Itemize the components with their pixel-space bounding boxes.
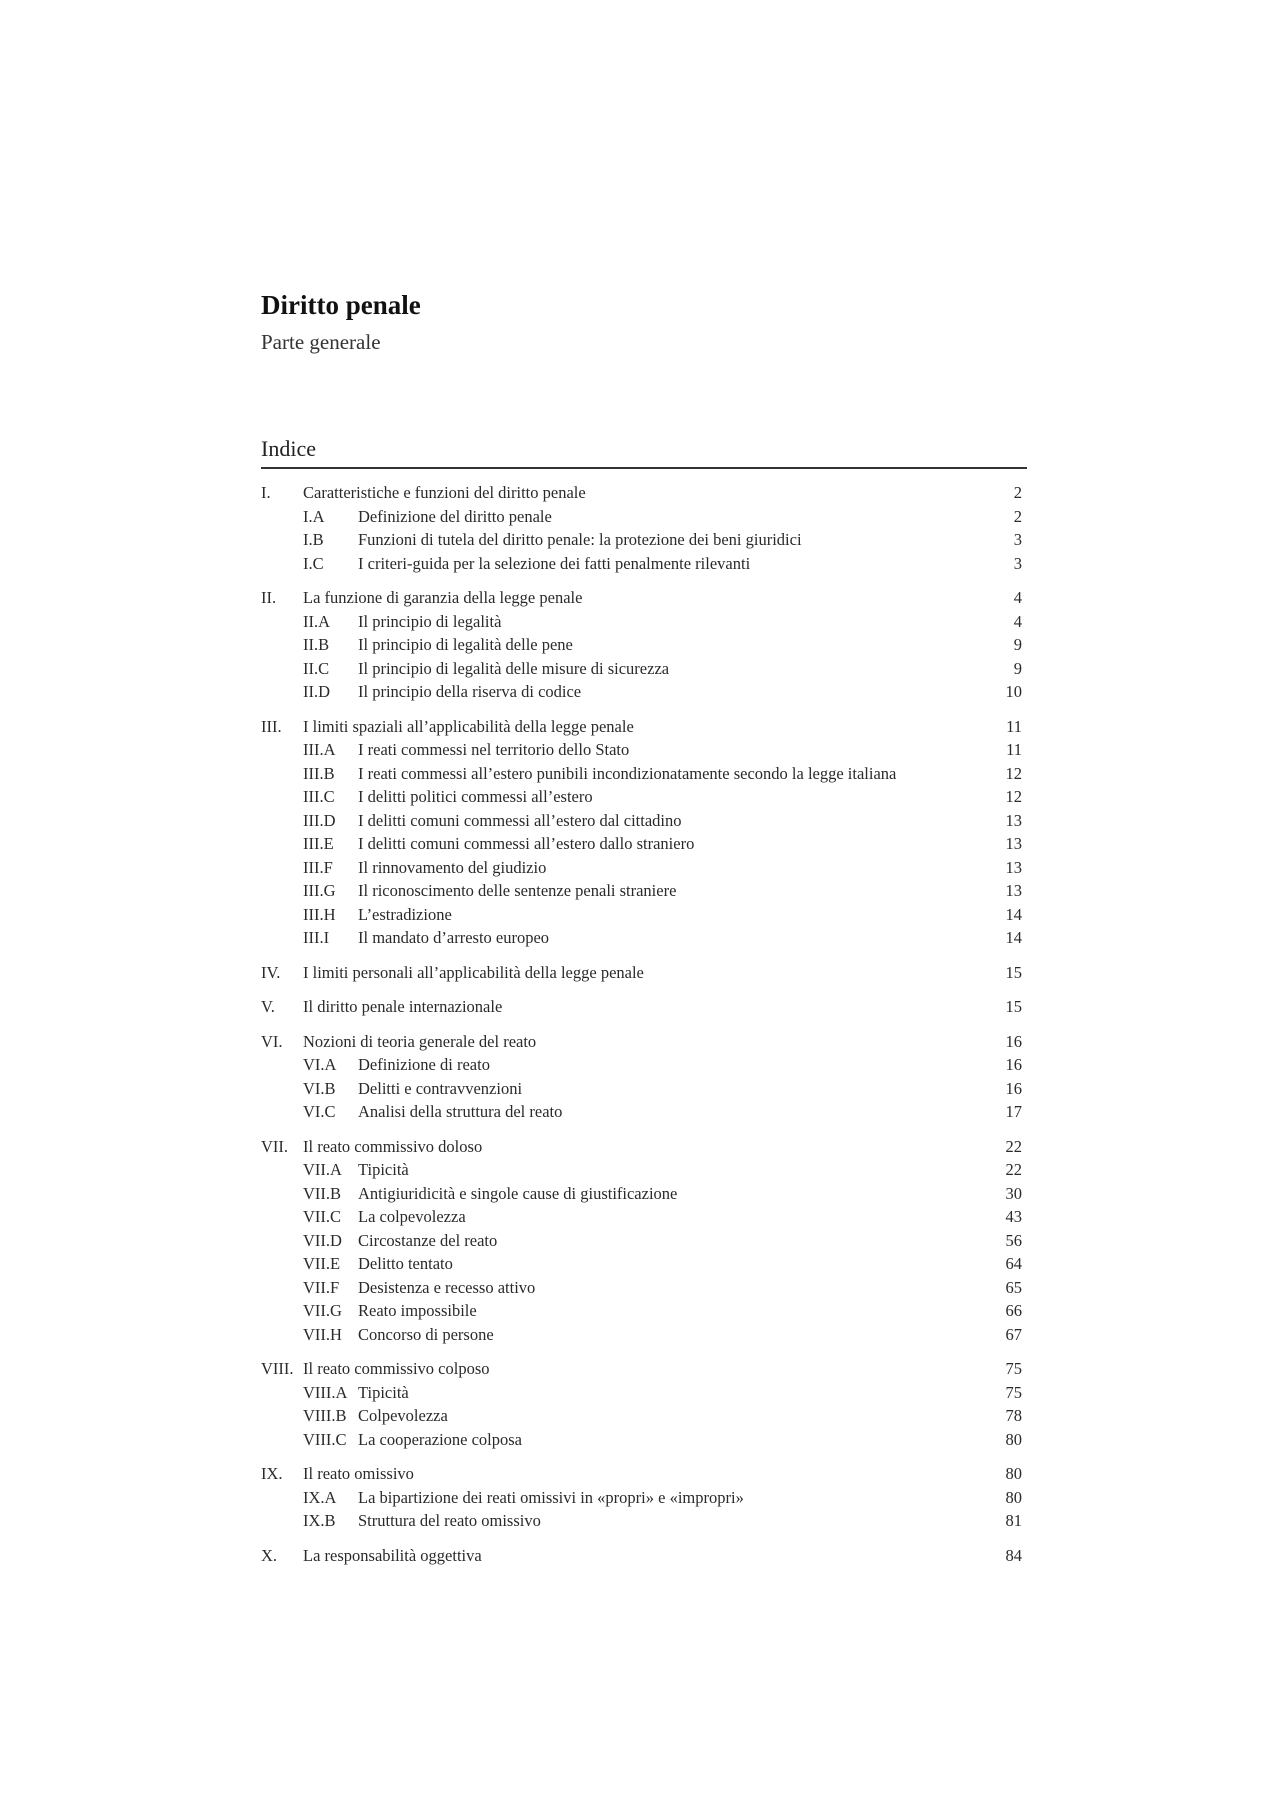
section-title: Funzioni di tutela del diritto penale: la protezione dei beni giuridici: [358, 530, 802, 549]
document-page: [261, 288, 1028, 1578]
section-number: VI.C: [303, 1102, 336, 1121]
chapter-title: Il reato commissivo doloso: [303, 1136, 483, 1156]
section-title: I delitti comuni commessi all’estero dal cittadino: [358, 810, 682, 830]
section-title: Circostanze del reato: [358, 1230, 498, 1250]
table-of-contents: [261, 481, 1028, 1567]
section-number: III.I: [303, 928, 330, 947]
section-page-number: 56: [1005, 1230, 1022, 1250]
section-number: III.C: [303, 787, 335, 806]
toc-section-row[interactable]: [261, 680, 1028, 704]
chapter-title: I limiti personali all’applicabilità della legge penale: [303, 962, 644, 982]
section-page-number: 13: [1005, 857, 1022, 877]
section-number: VII.H: [303, 1324, 342, 1344]
chapter-title: Nozioni di teoria generale del reato: [303, 1031, 537, 1051]
section-number: III.F: [303, 857, 333, 877]
section-title: Il riconoscimento delle sentenze penali straniere: [358, 881, 677, 900]
chapter-number: IV.: [261, 962, 281, 982]
section-number: IX.B: [303, 1511, 336, 1530]
section-title: Desistenza e recesso attivo: [358, 1277, 536, 1297]
section-title: La bipartizione dei reati omissivi in «propri» e «impropri»: [358, 1487, 744, 1507]
section-page-number: 67: [1005, 1324, 1022, 1344]
section-page-number: 13: [1005, 810, 1022, 830]
section-page-number: 78: [1005, 1406, 1022, 1425]
section-title: Delitto tentato: [358, 1254, 453, 1273]
section-page-number: 30: [1005, 1183, 1022, 1203]
section-title: I reati commessi all’estero punibili incondizionatamente secondo la legge italiana: [358, 763, 897, 783]
section-page-number: 11: [1006, 740, 1022, 759]
toc-chapter: [261, 1135, 1028, 1347]
toc-chapter: [261, 995, 1028, 1019]
toc-chapter-row[interactable]: [261, 1030, 1028, 1054]
chapter-number: IX.: [261, 1464, 283, 1483]
toc-section-row[interactable]: [261, 738, 1028, 762]
toc-section-row[interactable]: [261, 1229, 1028, 1253]
section-title: Analisi della struttura del reato: [358, 1102, 563, 1121]
section-number: VI.A: [303, 1055, 337, 1074]
toc-section-row[interactable]: [261, 657, 1028, 681]
toc-section-row[interactable]: [261, 926, 1028, 950]
section-page-number: 17: [1005, 1102, 1022, 1121]
toc-chapter: [261, 1357, 1028, 1451]
toc-section-row[interactable]: [261, 1100, 1028, 1124]
toc-section-row[interactable]: [261, 785, 1028, 809]
chapter-title: Il reato commissivo colposo: [303, 1359, 490, 1378]
section-number: I.A: [303, 506, 325, 526]
toc-chapter: [261, 1544, 1028, 1568]
toc-section-row[interactable]: [261, 856, 1028, 880]
section-page-number: 2: [1013, 506, 1022, 526]
toc-chapter-row[interactable]: [261, 715, 1028, 739]
toc-section-row[interactable]: [261, 1252, 1028, 1276]
section-title: Concorso di persone: [358, 1324, 494, 1344]
chapter-page-number: 80: [1005, 1464, 1022, 1483]
section-page-number: 64: [1005, 1254, 1022, 1273]
section-page-number: 9: [1013, 658, 1022, 678]
section-number: II.B: [303, 635, 330, 654]
chapter-title: Caratteristiche e funzioni del diritto penale: [303, 483, 586, 502]
section-number: III.G: [303, 881, 336, 900]
section-title: Il rinnovamento del giudizio: [358, 857, 547, 877]
section-title: Antigiuridicità e singole cause di giustificazione: [358, 1183, 678, 1203]
section-page-number: 4: [1013, 611, 1022, 631]
document-subtitle: Parte generale: [261, 330, 381, 354]
section-number: VII.D: [303, 1230, 342, 1250]
section-page-number: 14: [1005, 904, 1022, 924]
toc-section-row[interactable]: [261, 552, 1028, 576]
chapter-page-number: 16: [1005, 1031, 1022, 1051]
section-page-number: 16: [1005, 1055, 1022, 1074]
section-page-number: 65: [1005, 1277, 1022, 1297]
document-title: Diritto penale: [261, 290, 421, 320]
section-number: I.B: [303, 530, 324, 549]
toc-section-row[interactable]: [261, 879, 1028, 903]
section-page-number: 13: [1005, 881, 1022, 900]
section-title: Il principio di legalità: [358, 611, 502, 631]
section-title: Struttura del reato omissivo: [358, 1511, 541, 1530]
section-page-number: 9: [1013, 635, 1022, 654]
toc-section-row[interactable]: [261, 809, 1028, 833]
chapter-number: II.: [261, 588, 277, 607]
chapter-number: X.: [261, 1545, 278, 1565]
chapter-title: Il reato omissivo: [303, 1464, 414, 1483]
chapter-title: La funzione di garanzia della legge penale: [303, 588, 583, 607]
section-page-number: 13: [1005, 834, 1022, 853]
toc-section-row[interactable]: [261, 1381, 1028, 1405]
chapter-number: I.: [261, 483, 271, 502]
toc-section-row[interactable]: [261, 610, 1028, 634]
section-page-number: 3: [1013, 530, 1022, 549]
toc-section-row[interactable]: [261, 1053, 1028, 1077]
section-title: L’estradizione: [358, 904, 452, 924]
section-number: II.D: [303, 682, 331, 701]
toc-section-row[interactable]: [261, 903, 1028, 927]
section-title: Definizione di reato: [358, 1055, 490, 1074]
toc-chapter: [261, 961, 1028, 985]
section-number: VIII.B: [303, 1406, 347, 1425]
toc-section-row[interactable]: [261, 505, 1028, 529]
chapter-page-number: 75: [1005, 1359, 1022, 1378]
section-number: VII.F: [303, 1277, 340, 1297]
section-page-number: 12: [1005, 787, 1022, 806]
toc-chapter-row[interactable]: [261, 1357, 1028, 1381]
section-number: III.B: [303, 763, 335, 783]
section-title: La cooperazione colposa: [358, 1429, 523, 1449]
chapter-page-number: 22: [1005, 1136, 1022, 1156]
toc-chapter: [261, 715, 1028, 950]
section-title: Colpevolezza: [358, 1406, 448, 1425]
toc-chapter-row[interactable]: [261, 961, 1028, 985]
chapter-page-number: 11: [1006, 716, 1022, 736]
chapter-page-number: 2: [1013, 483, 1022, 502]
section-number: I.C: [303, 553, 324, 573]
chapter-number: VI.: [261, 1031, 283, 1051]
section-page-number: 43: [1005, 1207, 1022, 1226]
toc-section-row[interactable]: [261, 1486, 1028, 1510]
section-title: Tipicità: [358, 1160, 409, 1179]
chapter-page-number: 15: [1005, 997, 1022, 1016]
toc-chapter-row[interactable]: [261, 1462, 1028, 1486]
toc-chapter: [261, 586, 1028, 704]
toc-section-row[interactable]: [261, 528, 1028, 552]
section-title: Definizione del diritto penale: [358, 506, 552, 526]
section-number: IX.A: [303, 1487, 337, 1507]
toc-section-row[interactable]: [261, 1077, 1028, 1101]
toc-section-row[interactable]: [261, 1404, 1028, 1428]
section-number: VII.B: [303, 1183, 342, 1203]
toc-chapter: [261, 481, 1028, 575]
toc-section-row[interactable]: [261, 762, 1028, 786]
section-number: III.D: [303, 810, 336, 830]
toc-heading: Indice: [261, 435, 1027, 469]
section-title: I delitti comuni commessi all’estero dallo straniero: [358, 834, 695, 853]
chapter-number: VIII.: [261, 1359, 294, 1378]
section-number: III.A: [303, 740, 336, 759]
chapter-title: La responsabilità oggettiva: [303, 1545, 482, 1565]
toc-section-row[interactable]: [261, 1509, 1028, 1533]
toc-section-row[interactable]: [261, 1323, 1028, 1347]
section-number: III.E: [303, 834, 334, 853]
section-title: Il principio di legalità delle misure di sicurezza: [358, 658, 670, 678]
chapter-page-number: 84: [1005, 1545, 1022, 1565]
section-title: Tipicità: [358, 1382, 409, 1402]
section-title: Il mandato d’arresto europeo: [358, 928, 550, 947]
section-number: II.A: [303, 611, 331, 631]
toc-section-row[interactable]: [261, 1276, 1028, 1300]
chapter-number: III.: [261, 716, 282, 736]
toc-chapter-row[interactable]: [261, 1135, 1028, 1159]
toc-section-row[interactable]: [261, 1205, 1028, 1229]
section-number: VII.A: [303, 1160, 342, 1179]
toc-chapter-row[interactable]: [261, 586, 1028, 610]
section-number: VII.C: [303, 1207, 342, 1226]
section-title: Reato impossibile: [358, 1301, 477, 1320]
section-page-number: 12: [1005, 763, 1022, 783]
section-title: I delitti politici commessi all’estero: [358, 787, 593, 806]
toc-chapter-row[interactable]: [261, 481, 1028, 505]
section-number: VIII.A: [303, 1382, 348, 1402]
toc-section-row[interactable]: [261, 1158, 1028, 1182]
section-number: VI.B: [303, 1078, 336, 1098]
section-page-number: 22: [1005, 1160, 1022, 1179]
section-page-number: 10: [1005, 682, 1022, 701]
section-title: La colpevolezza: [358, 1207, 466, 1226]
toc-chapter-row[interactable]: [261, 995, 1028, 1019]
section-page-number: 80: [1005, 1487, 1022, 1507]
section-title: I reati commessi nel territorio dello Stato: [358, 740, 630, 759]
toc-section-row[interactable]: [261, 832, 1028, 856]
section-title: Il principio della riserva di codice: [358, 682, 582, 701]
toc-chapter: [261, 1462, 1028, 1533]
section-number: VII.E: [303, 1254, 341, 1273]
section-page-number: 80: [1005, 1429, 1022, 1449]
section-page-number: 3: [1013, 553, 1022, 573]
chapter-page-number: 4: [1013, 588, 1022, 607]
toc-section-row[interactable]: [261, 1182, 1028, 1206]
section-number: II.C: [303, 658, 330, 678]
section-number: VIII.C: [303, 1429, 347, 1449]
toc-section-row[interactable]: [261, 1428, 1028, 1452]
chapter-number: V.: [261, 997, 275, 1016]
section-page-number: 81: [1005, 1511, 1022, 1530]
toc-chapter-row[interactable]: [261, 1544, 1028, 1568]
toc-section-row[interactable]: [261, 633, 1028, 657]
chapter-page-number: 15: [1005, 962, 1022, 982]
chapter-number: VII.: [261, 1136, 289, 1156]
section-title: Il principio di legalità delle pene: [358, 635, 573, 654]
section-page-number: 16: [1005, 1078, 1022, 1098]
section-page-number: 75: [1005, 1382, 1022, 1402]
section-number: III.H: [303, 904, 336, 924]
chapter-title: I limiti spaziali all’applicabilità della legge penale: [303, 716, 634, 736]
section-page-number: 14: [1005, 928, 1022, 947]
section-title: I criteri-guida per la selezione dei fatti penalmente rilevanti: [358, 553, 751, 573]
toc-section-row[interactable]: [261, 1299, 1028, 1323]
section-page-number: 66: [1005, 1301, 1022, 1320]
section-number: VII.G: [303, 1301, 342, 1320]
section-title: Delitti e contravvenzioni: [358, 1078, 523, 1098]
toc-chapter: [261, 1030, 1028, 1124]
chapter-title: Il diritto penale internazionale: [303, 997, 503, 1016]
